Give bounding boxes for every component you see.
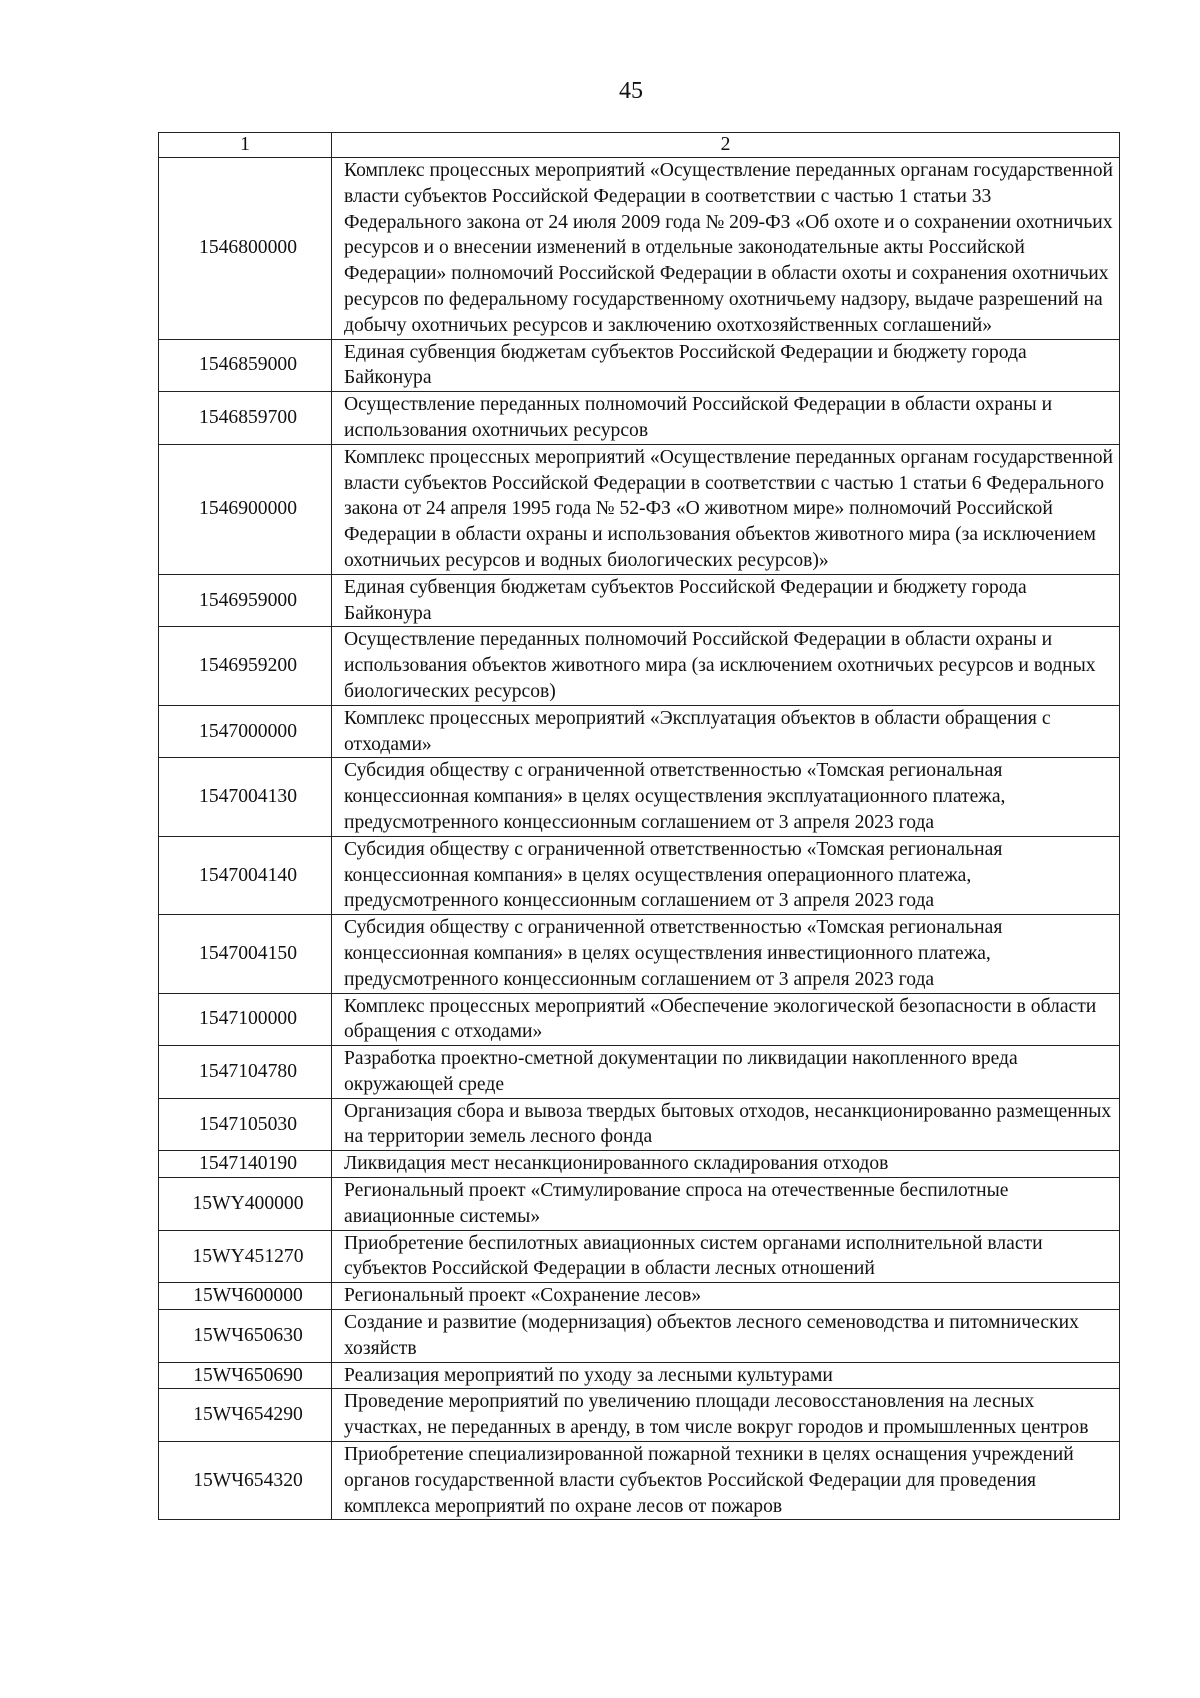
row-description: Единая субвенция бюджетам субъектов Российской Федерации и бюджету города Байконура — [332, 574, 1120, 627]
row-code: 1547004150 — [159, 915, 332, 993]
row-code: 15WЧ650630 — [159, 1310, 332, 1363]
row-code: 1546959200 — [159, 627, 332, 705]
row-code: 1547000000 — [159, 705, 332, 758]
row-description: Приобретение специализированной пожарной техники в целях оснащения учреждений органов государственной власти субъектов Российской Федерации для проведения комплекса мероприятий по охране лесов от пожаров — [332, 1442, 1120, 1520]
row-code: 1547004130 — [159, 758, 332, 836]
row-code: 15WЧ654290 — [159, 1389, 332, 1442]
row-description: Осуществление переданных полномочий Российской Федерации в области охраны и использования объектов животного мира (за исключением охотничьих ресурсов и водных биологических ресурсов) — [332, 627, 1120, 705]
page-number: 45 — [619, 78, 643, 104]
table-row — [159, 1389, 1120, 1442]
table-row — [159, 1151, 1120, 1178]
row-description: Разработка проектно-сметной документации по ликвидации накопленного вреда окружающей среде — [332, 1046, 1120, 1099]
table-row — [159, 1283, 1120, 1310]
row-description: Осуществление переданных полномочий Российской Федерации в области охраны и использования охотничьих ресурсов — [332, 392, 1120, 445]
row-code: 15WY400000 — [159, 1178, 332, 1231]
table-row — [159, 705, 1120, 758]
table-row — [159, 1442, 1120, 1520]
table-header-row — [159, 133, 1120, 158]
table-row — [159, 444, 1120, 574]
row-description: Проведение мероприятий по увеличению площади лесовосстановления на лесных участках, не переданных в аренду, в том числе вокруг городов и промышленных центров — [332, 1389, 1120, 1442]
table-row — [159, 158, 1120, 340]
row-description: Субсидия обществу с ограниченной ответственностью «Томская региональная концессионная компания» в целях осуществления операционного платежа, предусмотренного концессионным соглашением от 3 апреля 2023 года — [332, 836, 1120, 914]
row-description: Организация сбора и вывоза твердых бытовых отходов, несанкционированно размещенных на территории земель лесного фонда — [332, 1098, 1120, 1151]
row-code: 1547105030 — [159, 1098, 332, 1151]
table-row — [159, 1310, 1120, 1363]
table-row — [159, 1362, 1120, 1389]
row-code: 15WЧ600000 — [159, 1283, 332, 1310]
row-code: 1547104780 — [159, 1046, 332, 1099]
budget-classification-table — [158, 132, 1120, 1520]
row-description: Реализация мероприятий по уходу за лесными культурами — [332, 1362, 1120, 1389]
row-description: Субсидия обществу с ограниченной ответственностью «Томская региональная концессионная компания» в целях осуществления эксплуатационного платежа, предусмотренного концессионным соглашением от 3 апреля 2023 года — [332, 758, 1120, 836]
row-code: 15WY451270 — [159, 1230, 332, 1283]
table-row — [159, 1178, 1120, 1231]
table-row — [159, 392, 1120, 445]
row-code: 1547100000 — [159, 993, 332, 1046]
row-code: 1546800000 — [159, 158, 332, 340]
column-header-1: 1 — [159, 133, 332, 158]
row-code: 1546859000 — [159, 339, 332, 392]
column-header-2: 2 — [332, 133, 1120, 158]
row-description: Региональный проект «Сохранение лесов» — [332, 1283, 1120, 1310]
table-row — [159, 627, 1120, 705]
row-code: 15WЧ650690 — [159, 1362, 332, 1389]
row-description: Комплекс процессных мероприятий «Обеспечение экологической безопасности в области обращения с отходами» — [332, 993, 1120, 1046]
row-description: Ликвидация мест несанкционированного складирования отходов — [332, 1151, 1120, 1178]
row-code: 1546900000 — [159, 444, 332, 574]
table-row — [159, 1098, 1120, 1151]
table-row — [159, 993, 1120, 1046]
table-row — [159, 836, 1120, 914]
table-row — [159, 1046, 1120, 1099]
table-row — [159, 574, 1120, 627]
row-description: Субсидия обществу с ограниченной ответственностью «Томская региональная концессионная компания» в целях осуществления инвестиционного платежа, предусмотренного концессионным соглашением от 3 апреля 2023 года — [332, 915, 1120, 993]
row-code: 1547140190 — [159, 1151, 332, 1178]
table-row — [159, 339, 1120, 392]
row-code: 15WЧ654320 — [159, 1442, 332, 1520]
row-description: Единая субвенция бюджетам субъектов Российской Федерации и бюджету города Байконура — [332, 339, 1120, 392]
row-code: 1546959000 — [159, 574, 332, 627]
row-description: Создание и развитие (модернизация) объектов лесного семеноводства и питомнических хозяйств — [332, 1310, 1120, 1363]
row-description: Комплекс процессных мероприятий «Осуществление переданных органам государственной власти субъектов Российской Федерации в соответствии с частью 1 статьи 33 Федерального закона от 24 июля 2009 года № 209-ФЗ «Об охоте и о сохранении охотничьих ресурсов и о внесении изменений в отдельные законодательные акты Российской Федерации» полномочий Российской Федерации в области охоты и сохранения охотничьих ресурсов по федеральному государственному охотничьему надзору, выдаче разрешений на добычу охотничьих ресурсов и заключению охотхозяйственных соглашений» — [332, 158, 1120, 340]
row-code: 1546859700 — [159, 392, 332, 445]
row-description: Комплекс процессных мероприятий «Эксплуатация объектов в области обращения с отходами» — [332, 705, 1120, 758]
table-row — [159, 758, 1120, 836]
row-code: 1547004140 — [159, 836, 332, 914]
table-row — [159, 1230, 1120, 1283]
row-description: Комплекс процессных мероприятий «Осуществление переданных органам государственной власти субъектов Российской Федерации в соответствии с частью 1 статьи 6 Федерального закона от 24 апреля 1995 года № 52-ФЗ «О животном мире» полномочий Российской Федерации в области охраны и использования объектов животного мира (за исключением охотничьих ресурсов и водных биологических ресурсов)» — [332, 444, 1120, 574]
row-description: Приобретение беспилотных авиационных систем органами исполнительной власти субъектов Российской Федерации в области лесных отношений — [332, 1230, 1120, 1283]
table-row — [159, 915, 1120, 993]
row-description: Региональный проект «Стимулирование спроса на отечественные беспилотные авиационные системы» — [332, 1178, 1120, 1231]
